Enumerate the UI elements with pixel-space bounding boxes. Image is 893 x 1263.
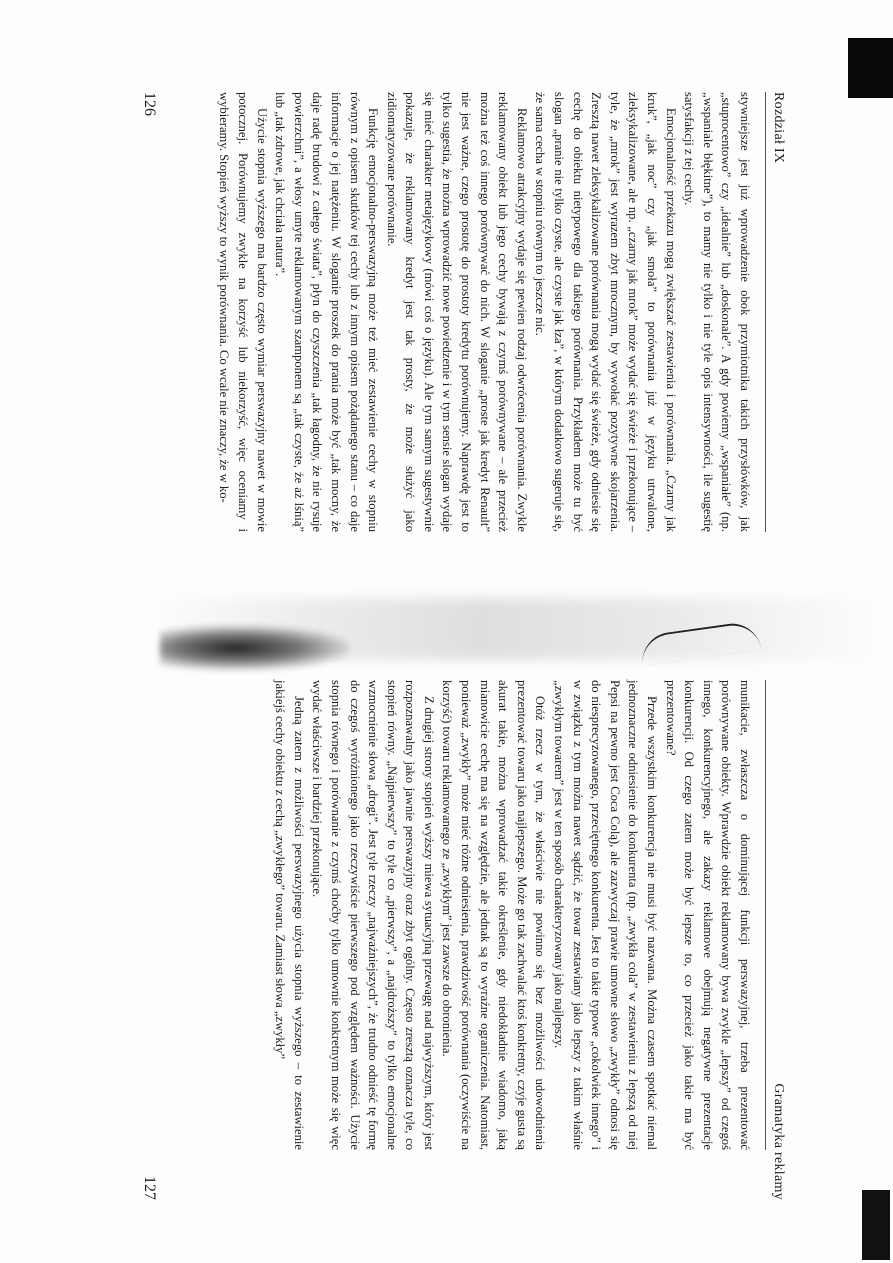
- paragraph: Użycie stopnia wyższego ma bardzo często wymiar perswazyjny nawet w mowie potocznej. Porównujemy zwykle na korzyść lub niekorzyść, więc oceniamy i wybieramy. Stopień wyższy to wynik porównania. Co wcale nie znaczy, że w ko-: [217, 92, 269, 532]
- page-number-right: 127: [141, 1176, 158, 1200]
- paragraph: stywniejsze jest już wprowadzenie obok przymiotnika takich przysłówków, jak „stuprocentowo” czy „idealnie” lub „doskonale”. A gdy powiemy „wspaniałe” (np. „wspaniale błękitne”), to mamy nie tylko i nie tyle opis intensywności, ile sugestię satysfakcji z tej cechy.: [682, 92, 752, 532]
- paragraph: munikacie, zwłaszcza o dominującej funkcji perswazyjnej, trzeba prezentować porównywane obiekty. Wprawdzie obiekt reklamowany bywa zwykle „lepszy” od czegoś innego, konkurencyjnego, ale zakazy reklamowe obejmują negatywne prezentacje konkurencji. Od czego zatem może być lepsze to, co przecież jako takie ma być prezentowane?: [663, 680, 752, 1150]
- left-page: [66, 30, 826, 610]
- page-number-left: 126: [141, 92, 158, 116]
- paragraph: Z drugiej strony stopień wyższy miewa sytuacyjną przewagę nad najwyższym, który jest rozpoznawalny jako jawnie perswazyjny oraz zbyt ogólny. Często zresztą oznacza tyle, co stopień równy. „Najpierwszy” to tyle co „pierwszy”, a „najdroższy” to tylko emocjonalne wzmocnienie słowa „drogi”. Jest tyle rzeczy „najważniejszych”, że trudno odnieść tę formę do czegoś wyróżnionego jako rzeczywiście pierwszego pod względem ważności. Użycie stopnia równego i porównanie z czymś choćby tylko umownie konkretnym może się więc wydać właściwsze i bardziej przekonujące.: [310, 680, 436, 1150]
- paragraph: Przede wszystkim konkurencja nie musi być nazwana. Można czasem spotkać niemal jednoznaczne odniesienie do konkurenta (np. „zwykła cola” w zestawieniu z lepszą od niej Pepsi na pewno jest Coca Colą), ale zazwyczaj prawie umowne słowo „zwykły” odnosi się do niesprecyzowanego, przeciętnego konkurenta. Jest to takie typowe „cokolwiek innego” i w związku z tym można nawet sądzić, że towar zestawiany jako lepszy z takim właśnie „zwykłym towarem” jest w ten sposób charakteryzowany jako najlepszy.: [552, 680, 660, 1150]
- paragraph: Jedną zatem z możliwości perswazyjnego użycia stopnia wyższego – to zestawienie jakiejś cechy obiektu z cechą „zwykłego” towaru. Zamiast słowa „zwykły”: [273, 680, 306, 1150]
- right-page-body: [271, 680, 754, 1150]
- header-rule-right: [765, 680, 766, 1150]
- header-rule-left: [765, 92, 766, 532]
- left-page-body: [215, 92, 754, 532]
- right-page: [66, 650, 826, 1230]
- scan-edge-black-mark: [848, 38, 893, 98]
- paragraph: Emocjonalność przekazu mogą zwiększać zestawienia i porównania. „Czarny jak kruk”, „jak noc” czy „jak smoła” to porównania już w języku utrwalone, zleksykalizowane, ale np. „czarny jak mrok” może wydać się świeże i przekonujące – tyle, że „mrok” jest wyrazem zbyt mrocznym, by wywołać pozytywne skojarzenia. Zresztą nawet zleksykalizowane porównania mogą wydać się świeże, gdy odniesie się cechę do obiektu nietypowego dla takiego porównania. Przykładem może tu być slogan „pranie nie tylko czyste, ale czyste jak łza”, w którym dodatkowo sugeruje się, że sama cecha w stopniu równym to jeszcze nic.: [533, 92, 678, 532]
- paragraph: Otóż rzecz w tym, że właściwie nie powinno się bez możliwości udowodnienia prezentować towaru jako najlepszego. Może go tak zachwalać ktoś konkretny, czyje gusta są akurat takie, można wprowadzać takie określenie, gdy niedokładnie wiadomo, jaką mianowicie cechę ma się na względzie, ale jednak są to wyraźne ograniczenia. Natomiast, ponieważ „zwykły” może mieć różne odniesienia, prawdziwość porównania (oczywiście na korzyść) towaru reklamowanego ze „zwykłym” jest zawsze do obronienia.: [440, 680, 548, 1150]
- scan-corner-black-mark: [862, 1190, 890, 1260]
- paragraph: Funkcję emocjonalno-perswazyjną może też mieć zestawienie cechy w stopniu równym z opisem skutków tej cechy lub z innym opisem pożądanego stanu – co daje informacje o jej natężeniu. W sloganie proszek do prania może być „tak mocny, że daje radę brudowi z całego świata”, płyn do czyszczenia „tak łagodny, że nie rysuje powierzchni”, a włosy umyte reklamowanym szamponem są „tak czyste, że aż lśnią” lub „tak zdrowe, jak chciała natura”.: [273, 92, 381, 532]
- paragraph: Reklamowo atrakcyjny wydaje się pewien rodzaj odwrócenia porównania. Zwykle reklamowany obiekt lub jego cechy bywają z czymś porównywane – ale przecież można też coś innego porównywać do nich. W sloganie „proste jak kredyt Renault” nie jest ważne, czego prostotę do prostoty kredytu porównujemy. Naprawdę jest to tylko sugestia, że można wprowadzić nowe powiedzenie i w tym sensie slogan wydaje się mieć charakter metajęzykowy (mówi coś o języku). Ale tym samym sugestywnie pokazuje, że reklamowany kredyt jest tak prosty, że może służyć jako zidiomatyzowane porównanie.: [384, 92, 529, 532]
- rotated-spread: [66, 30, 826, 1230]
- running-head-left: Rozdział IX: [771, 92, 786, 164]
- running-head-right: Gramatyka reklamy: [771, 1083, 786, 1200]
